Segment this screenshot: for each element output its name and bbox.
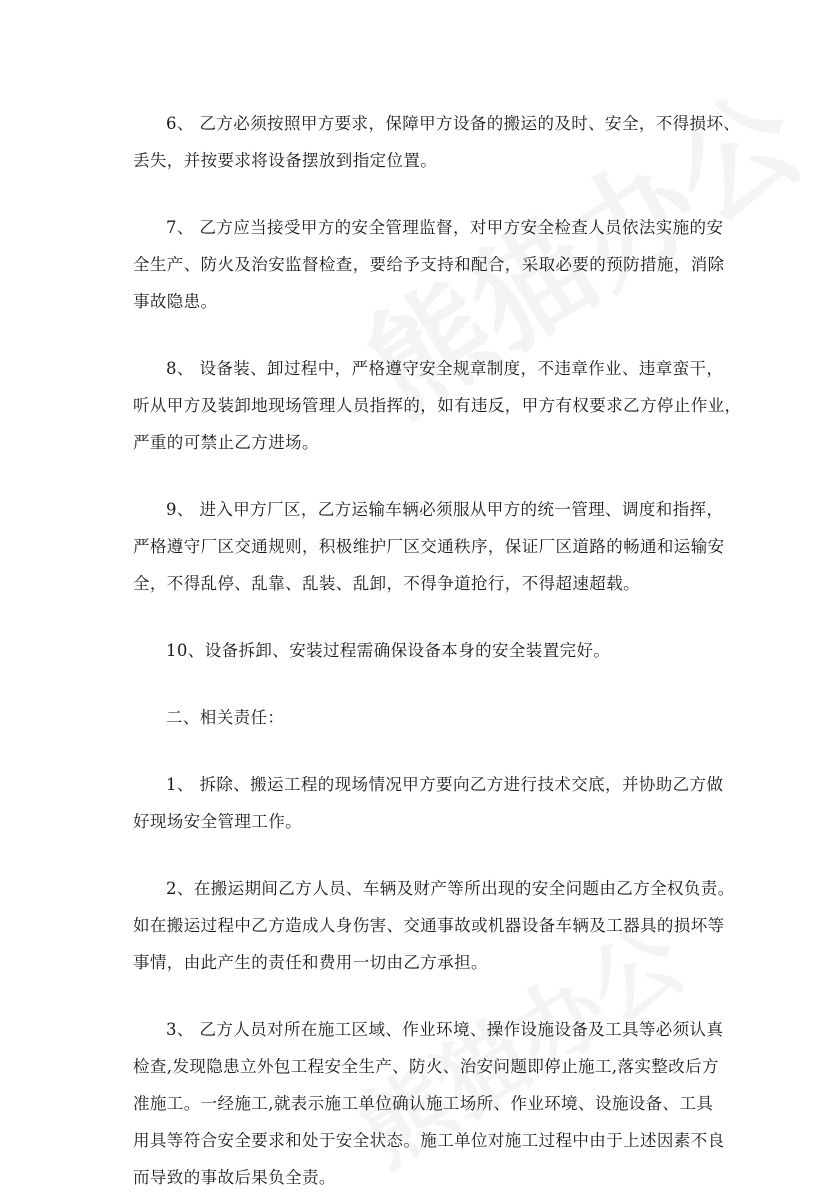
text-line: 准施工。一经施工,就表示施工单位确认施工场所、作业环境、设施设备、工具 xyxy=(133,1094,714,1113)
text-line: 7、 乙方应当接受甲方的安全管理监督，对甲方安全检查人员依法实施的安 xyxy=(166,218,724,237)
text-line: 8、 设备装、卸过程中，严格遵守安全规章制度，不违章作业、违章蛮干， xyxy=(166,359,724,378)
text-line: 2、在搬运期间乙方人员、车辆及财产等所出现的安全问题由乙方全权负责。 xyxy=(166,879,735,898)
text-line: 3、 乙方人员对所在施工区域、作业环境、操作设施设备及工具等必须认真 xyxy=(166,1020,724,1039)
text-line: 用具等符合安全要求和处于安全状态。施工单位对施工过程中由于上述因素不良 xyxy=(133,1131,725,1150)
paragraph-item-1 xyxy=(133,766,724,840)
text-line: 而导致的事故后果负全责。 xyxy=(133,1168,336,1187)
text-line: 二、相关责任： xyxy=(166,708,285,727)
text-line: 严重的可禁止乙方进场。 xyxy=(133,433,319,452)
text-line: 10、设备拆卸、安装过程需确保设备本身的安全装置完好。 xyxy=(166,641,611,660)
text-line: 6、 乙方必须按照甲方要求，保障甲方设备的搬运的及时、安全，不得损坏、 xyxy=(166,114,741,133)
text-line: 检查,发现隐患立外包工程安全生产、防火、治安问题即停止施工,落实整改后方 xyxy=(133,1057,719,1076)
text-line: 丢失，并按要求将设备摆放到指定位置。 xyxy=(133,151,438,170)
section-heading xyxy=(133,699,718,736)
text-line: 9、 进入甲方厂区，乙方运输车辆必须服从甲方的统一管理、调度和指挥， xyxy=(166,500,724,519)
text-line: 好现场安全管理工作。 xyxy=(133,812,302,831)
paragraph-item-6 xyxy=(133,105,741,179)
paragraph-item-8 xyxy=(133,350,742,461)
text-line: 事情，由此产生的责任和费用一切由乙方承担。 xyxy=(133,953,488,972)
paragraph-item-3 xyxy=(133,1011,725,1196)
paragraph-item-2 xyxy=(133,870,735,981)
text-line: 1、 拆除、搬运工程的现场情况甲方要向乙方进行技术交底，并协助乙方做 xyxy=(166,775,724,794)
paragraph-item-7 xyxy=(133,209,725,320)
text-line: 全生产、防火及治安监督检查，要给予支持和配合，采取必要的预防措施，消除 xyxy=(133,255,725,274)
text-line: 事故隐患。 xyxy=(133,292,218,311)
paragraph-item-10 xyxy=(133,632,718,669)
paragraph-item-9 xyxy=(133,491,725,602)
text-line: 如在搬运过程中乙方造成人身伤害、交通事故或机器设备车辆及工器具的损坏等 xyxy=(133,916,725,935)
text-line: 全，不得乱停、乱靠、乱装、乱卸，不得争道抢行，不得超速超载。 xyxy=(133,574,640,593)
text-line: 听从甲方及装卸地现场管理人员指挥的，如有违反，甲方有权要求乙方停止作业， xyxy=(133,396,742,415)
text-line: 严格遵守厂区交通规则，积极维护厂区交通秩序，保证厂区道路的畅通和运输安 xyxy=(133,537,725,556)
document-body xyxy=(133,105,742,1196)
